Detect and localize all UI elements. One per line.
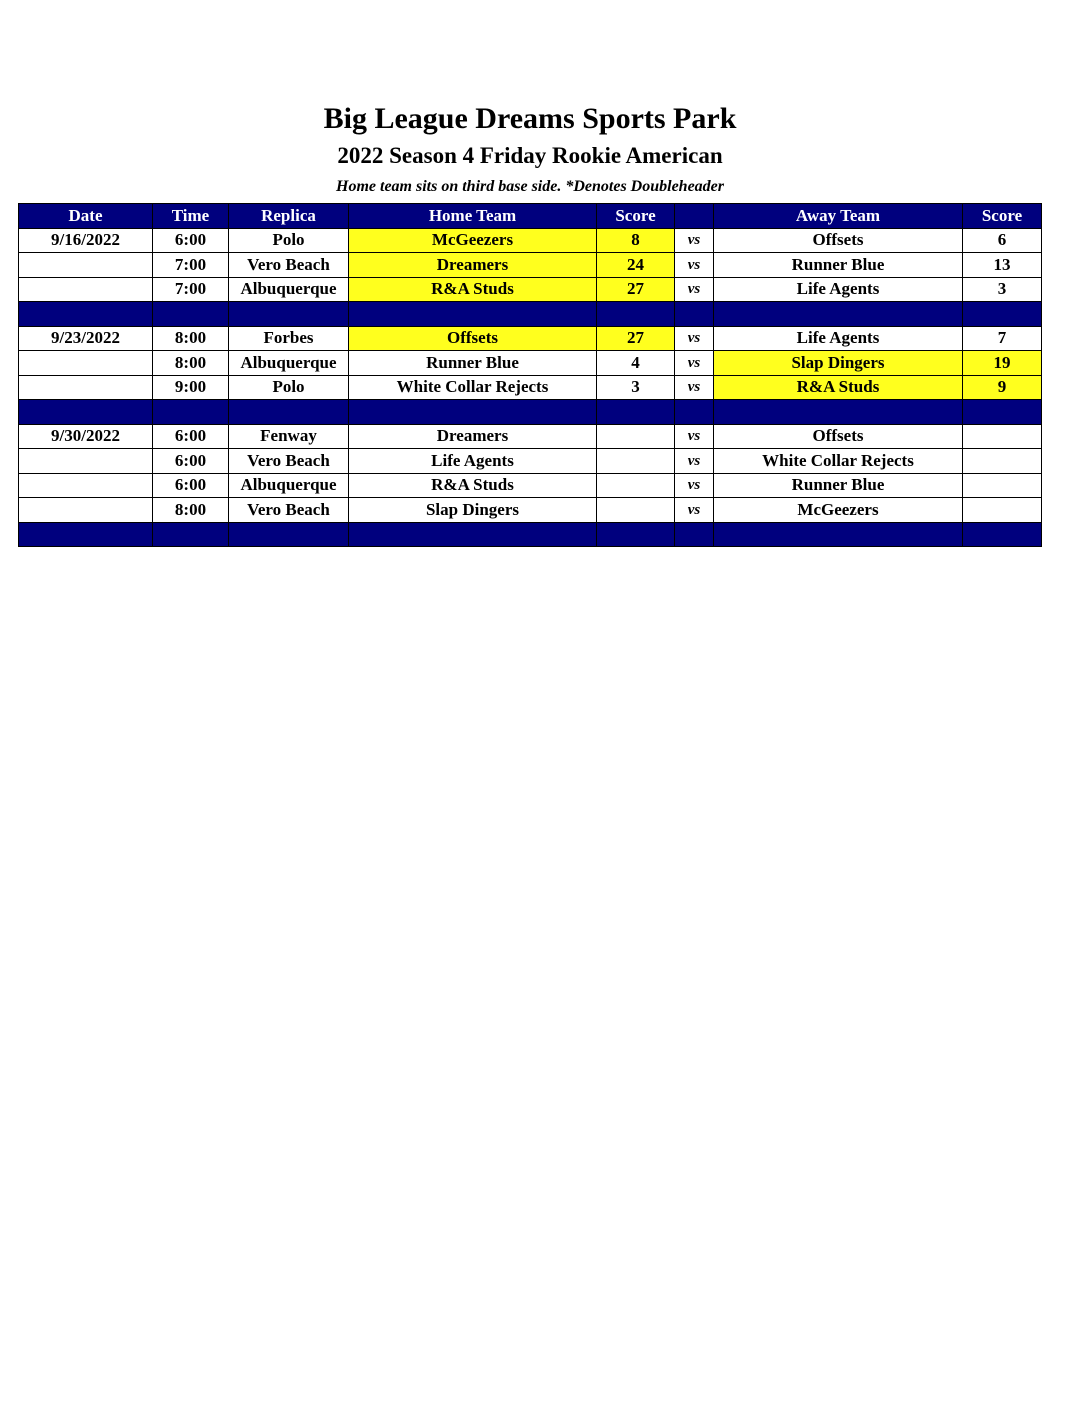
replica-cell: Forbes xyxy=(229,326,349,351)
table-row xyxy=(19,351,1042,376)
page-subtitle: 2022 Season 4 Friday Rookie American xyxy=(337,143,723,168)
away-score-cell: 19 xyxy=(963,351,1042,376)
away-score-cell xyxy=(963,449,1042,474)
replica-cell: Vero Beach xyxy=(229,253,349,278)
away-team-cell: R&A Studs xyxy=(714,375,963,400)
table-row xyxy=(19,498,1042,523)
table-row xyxy=(19,277,1042,302)
vs-cell: vs xyxy=(675,424,714,449)
away-score-cell: 9 xyxy=(963,375,1042,400)
replica-cell: Vero Beach xyxy=(229,498,349,523)
home-team-cell: R&A Studs xyxy=(349,473,597,498)
time-cell: 6:00 xyxy=(153,473,229,498)
home-team-cell: Dreamers xyxy=(349,253,597,278)
away-score-cell: 6 xyxy=(963,228,1042,253)
column-header-replica: Replica xyxy=(229,204,349,229)
separator-cell xyxy=(597,522,675,547)
table-row xyxy=(19,253,1042,278)
column-header-date: Date xyxy=(19,204,153,229)
separator-cell xyxy=(963,400,1042,425)
away-team-cell: White Collar Rejects xyxy=(714,449,963,474)
replica-cell: Albuquerque xyxy=(229,351,349,376)
time-cell: 6:00 xyxy=(153,228,229,253)
away-team-cell: McGeezers xyxy=(714,498,963,523)
date-cell xyxy=(19,351,153,376)
separator-cell xyxy=(714,400,963,425)
column-header-home-score: Score xyxy=(597,204,675,229)
column-header-time: Time xyxy=(153,204,229,229)
separator-cell xyxy=(349,522,597,547)
separator-cell xyxy=(963,302,1042,327)
home-score-cell: 3 xyxy=(597,375,675,400)
away-team-cell: Slap Dingers xyxy=(714,351,963,376)
table-row xyxy=(19,228,1042,253)
date-cell xyxy=(19,253,153,278)
separator-cell xyxy=(349,400,597,425)
date-cell xyxy=(19,498,153,523)
replica-cell: Albuquerque xyxy=(229,277,349,302)
replica-cell: Albuquerque xyxy=(229,473,349,498)
column-header-away-team: Away Team xyxy=(714,204,963,229)
separator-cell xyxy=(19,400,153,425)
away-score-cell xyxy=(963,424,1042,449)
home-team-cell: R&A Studs xyxy=(349,277,597,302)
separator-cell xyxy=(229,302,349,327)
separator-cell xyxy=(597,400,675,425)
date-cell: 9/30/2022 xyxy=(19,424,153,449)
week-separator-row xyxy=(19,522,1042,547)
vs-cell: vs xyxy=(675,498,714,523)
time-cell: 9:00 xyxy=(153,375,229,400)
vs-cell: vs xyxy=(675,351,714,376)
time-cell: 8:00 xyxy=(153,498,229,523)
separator-cell xyxy=(153,302,229,327)
home-team-cell: White Collar Rejects xyxy=(349,375,597,400)
time-cell: 6:00 xyxy=(153,449,229,474)
separator-cell xyxy=(675,302,714,327)
vs-cell: vs xyxy=(675,326,714,351)
table-row xyxy=(19,424,1042,449)
away-team-cell: Runner Blue xyxy=(714,473,963,498)
column-header-home-team: Home Team xyxy=(349,204,597,229)
separator-cell xyxy=(714,522,963,547)
vs-cell: vs xyxy=(675,449,714,474)
away-team-cell: Offsets xyxy=(714,424,963,449)
separator-cell xyxy=(153,522,229,547)
home-team-cell: McGeezers xyxy=(349,228,597,253)
replica-cell: Fenway xyxy=(229,424,349,449)
separator-cell xyxy=(19,302,153,327)
page-title: Big League Dreams Sports Park xyxy=(323,102,737,135)
home-score-cell: 27 xyxy=(597,326,675,351)
column-header-vs xyxy=(675,204,714,229)
away-score-cell: 3 xyxy=(963,277,1042,302)
separator-cell xyxy=(349,302,597,327)
away-score-cell: 7 xyxy=(963,326,1042,351)
time-cell: 7:00 xyxy=(153,253,229,278)
separator-cell xyxy=(714,302,963,327)
home-score-cell: 27 xyxy=(597,277,675,302)
vs-cell: vs xyxy=(675,375,714,400)
week-separator-row xyxy=(19,302,1042,327)
away-team-cell: Life Agents xyxy=(714,277,963,302)
table-row xyxy=(19,473,1042,498)
date-cell xyxy=(19,449,153,474)
away-team-cell: Offsets xyxy=(714,228,963,253)
header-row xyxy=(19,204,1042,229)
replica-cell: Polo xyxy=(229,375,349,400)
separator-cell xyxy=(963,522,1042,547)
replica-cell: Polo xyxy=(229,228,349,253)
date-cell xyxy=(19,473,153,498)
separator-cell xyxy=(597,302,675,327)
home-team-cell: Slap Dingers xyxy=(349,498,597,523)
date-cell xyxy=(19,277,153,302)
vs-cell: vs xyxy=(675,228,714,253)
separator-cell xyxy=(19,522,153,547)
away-team-cell: Life Agents xyxy=(714,326,963,351)
home-score-cell xyxy=(597,424,675,449)
vs-cell: vs xyxy=(675,253,714,278)
home-team-cell: Offsets xyxy=(349,326,597,351)
vs-cell: vs xyxy=(675,473,714,498)
column-header-away-score: Score xyxy=(963,204,1042,229)
date-cell: 9/16/2022 xyxy=(19,228,153,253)
date-cell xyxy=(19,375,153,400)
home-score-cell: 8 xyxy=(597,228,675,253)
table-row xyxy=(19,326,1042,351)
home-score-cell xyxy=(597,498,675,523)
replica-cell: Vero Beach xyxy=(229,449,349,474)
time-cell: 6:00 xyxy=(153,424,229,449)
time-cell: 8:00 xyxy=(153,326,229,351)
home-score-cell: 4 xyxy=(597,351,675,376)
separator-cell xyxy=(675,522,714,547)
home-team-cell: Life Agents xyxy=(349,449,597,474)
home-score-cell xyxy=(597,473,675,498)
time-cell: 7:00 xyxy=(153,277,229,302)
table-row xyxy=(19,375,1042,400)
table-row xyxy=(19,449,1042,474)
home-score-cell: 24 xyxy=(597,253,675,278)
away-score-cell: 13 xyxy=(963,253,1042,278)
time-cell: 8:00 xyxy=(153,351,229,376)
schedule-body xyxy=(19,228,1042,547)
schedule-note: Home team sits on third base side. *Denotes Doubleheader xyxy=(336,178,724,195)
separator-cell xyxy=(229,522,349,547)
vs-cell: vs xyxy=(675,277,714,302)
separator-cell xyxy=(675,400,714,425)
home-team-cell: Runner Blue xyxy=(349,351,597,376)
home-score-cell xyxy=(597,449,675,474)
away-score-cell xyxy=(963,498,1042,523)
separator-cell xyxy=(229,400,349,425)
week-separator-row xyxy=(19,400,1042,425)
home-team-cell: Dreamers xyxy=(349,424,597,449)
schedule-table xyxy=(18,203,1042,547)
separator-cell xyxy=(153,400,229,425)
date-cell: 9/23/2022 xyxy=(19,326,153,351)
away-team-cell: Runner Blue xyxy=(714,253,963,278)
away-score-cell xyxy=(963,473,1042,498)
